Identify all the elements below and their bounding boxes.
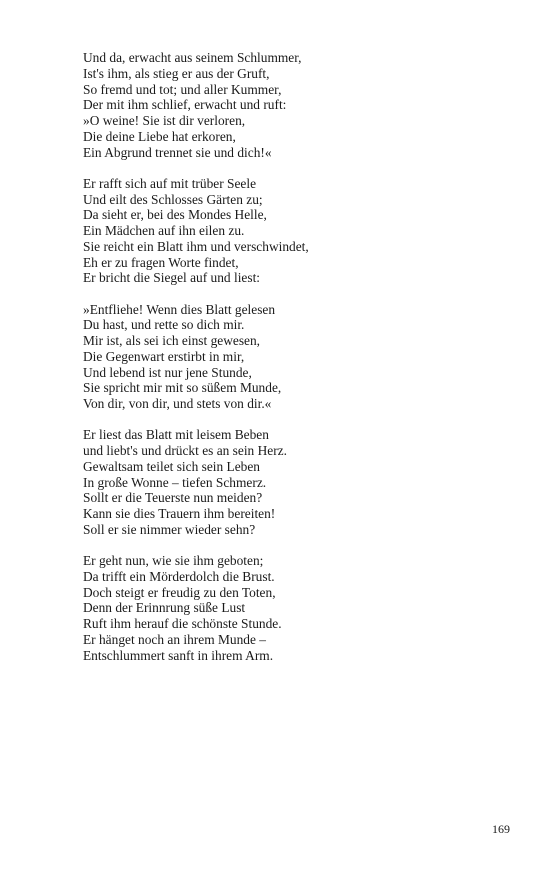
poem-line: Sollt er die Teuerste nun meiden?	[83, 490, 263, 506]
poem-line: Die deine Liebe hat erkoren,	[83, 128, 236, 144]
poem-line: Und da, erwacht aus seinem Schlummer,	[83, 50, 302, 65]
poem-line: Du hast, und rette so dich mir.	[83, 317, 245, 333]
poem-line: Da sieht er, bei des Mondes Helle,	[83, 207, 267, 223]
poem-line: Eh er zu fragen Worte findet,	[83, 254, 239, 270]
poem-line: Da trifft ein Mörderdolch die Brust.	[83, 568, 275, 584]
poem-line: Ruft ihm herauf die schönste Stunde.	[83, 616, 282, 631]
poem-line: Mir ist, als sei ich einst gewesen,	[83, 333, 261, 348]
stanza-4	[83, 427, 503, 537]
stanza-3	[83, 302, 503, 412]
poem-line: Ein Abgrund trennet sie und dich!«	[83, 144, 272, 160]
poem-line: So fremd und tot; und aller Kummer,	[83, 81, 282, 97]
poem-line: Entschlummert sanft in ihrem Arm.	[83, 647, 274, 663]
poem-line: Denn der Erinnrung süße Lust	[83, 600, 246, 616]
stanza-2	[83, 176, 503, 286]
poem-line: Gewaltsam teilet sich sein Leben	[83, 458, 260, 474]
poem-line: »O weine! Sie ist dir verloren,	[83, 113, 246, 128]
poem-line: und liebt's und drückt es an sein Herz.	[83, 443, 287, 458]
poem-line: Der mit ihm schlief, erwacht und ruft:	[83, 97, 287, 113]
poem-line: Soll er sie nimmer wieder sehn?	[83, 521, 256, 537]
poem-line: In große Wonne – tiefen Schmerz.	[83, 474, 267, 490]
poem-line: Ein Mädchen auf ihn eilen zu.	[83, 223, 245, 238]
poem-line: Und eilt des Schlosses Gärten zu;	[83, 191, 263, 207]
poem-line: Ist's ihm, als stieg er aus der Gruft,	[83, 65, 270, 81]
poem-line: »Entfliehe! Wenn dies Blatt gelesen	[83, 301, 276, 317]
page-number: 169	[492, 822, 510, 836]
poem-line: Kann sie dies Trauern ihm bereiten!	[83, 506, 276, 521]
poem-line: Er bricht die Siegel auf und liest:	[83, 270, 261, 286]
poem-line: Er rafft sich auf mit trüber Seele	[83, 175, 257, 191]
poem-line: Sie reicht ein Blatt ihm und verschwindet,	[83, 238, 309, 254]
poem-line: Sie spricht mir mit so süßem Munde,	[83, 380, 282, 396]
poem-line: Er hänget noch an ihrem Munde –	[83, 631, 266, 647]
poem-line: Von dir, von dir, und stets von dir.«	[83, 396, 272, 411]
poem-line: Doch steigt er freudig zu den Toten,	[83, 584, 276, 600]
poem-line: Und lebend ist nur jene Stunde,	[83, 364, 252, 380]
poem-line: Er geht nun, wie sie ihm geboten;	[83, 553, 264, 568]
stanza-5	[83, 553, 503, 663]
poem-line: Er liest das Blatt mit leisem Beben	[83, 427, 269, 443]
stanza-1	[83, 50, 503, 160]
poem-text	[83, 50, 503, 679]
poem-line: Die Gegenwart erstirbt in mir,	[83, 348, 245, 364]
